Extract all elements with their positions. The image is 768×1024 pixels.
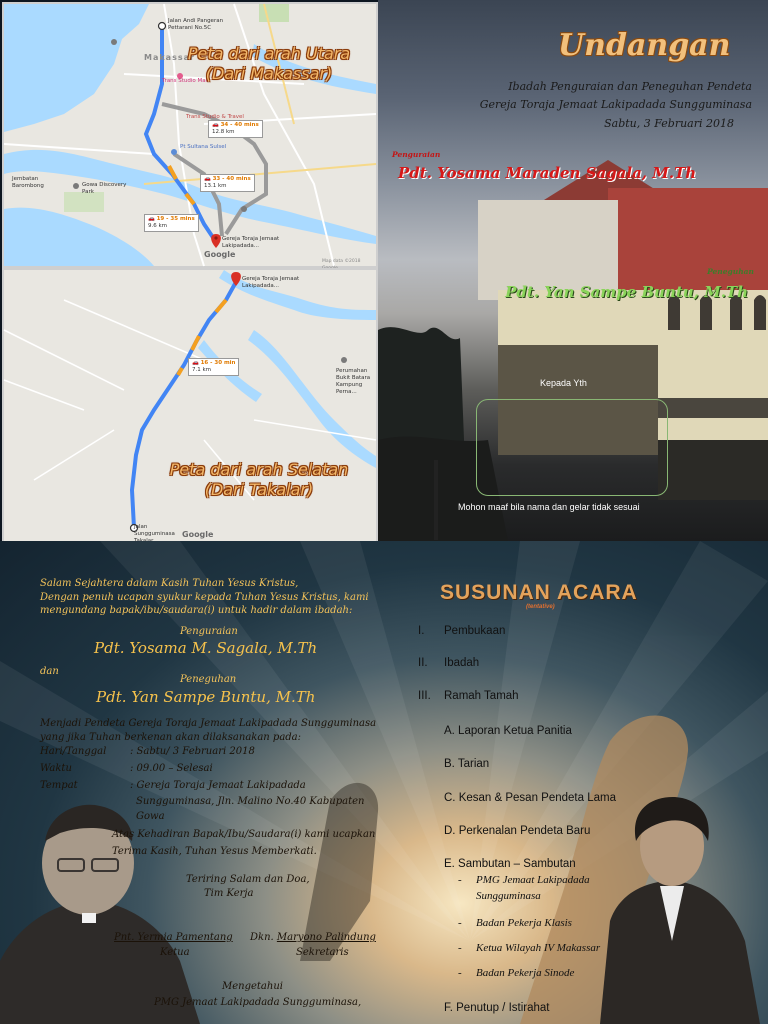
sign2-name-text: Maryono Palindung <box>276 932 376 943</box>
tempat-value-1: : Gereja Toraja Jemaat Lakipadada <box>130 780 306 791</box>
sign1-role: Ketua <box>160 947 190 958</box>
recipient-box[interactable] <box>476 399 668 496</box>
hari-value: : Sabtu/ 3 Februari 2018 <box>130 746 255 757</box>
sambutan-dash: - <box>458 917 462 929</box>
origin-label: Jalan Andi Pangeran Pettarani No.5C <box>168 18 224 31</box>
sign2-role: Sekretaris <box>296 947 349 958</box>
agenda-num: II. <box>418 657 428 669</box>
map-north-title-line1: Peta dari arah Utara <box>187 44 351 63</box>
agenda-item: Ibadah <box>444 657 480 669</box>
waktu-value: : 09.00 – Selesai <box>130 763 213 774</box>
agenda-item: Pembukaan <box>444 625 506 637</box>
bottom-panel <box>0 541 768 1024</box>
tempat-label: Tempat <box>40 780 78 791</box>
sambutan-item: Badan Pekerja Sinode <box>476 967 575 979</box>
place-label: Perumahan Bukit Batara Kampung Perna... <box>336 368 371 395</box>
google-logo: Google <box>182 530 214 539</box>
agenda-num: III. <box>418 690 431 702</box>
sambutan-item: Badan Pekerja Klasis <box>476 917 572 929</box>
invitation-line1: Ibadah Penguraian dan Peneguhan Pendeta <box>508 80 752 93</box>
sambutan-item: Sungguminasa <box>476 890 541 902</box>
peneguh-name: Pdt. Yan Sampe Buntu, M.Th <box>505 283 748 301</box>
apology-note: Mohon maaf bila nama dan gelar tidak sesuai <box>458 502 640 512</box>
kepada-label: Kepada Yth <box>540 378 587 388</box>
destination-label: Gereja Toraja Jemaat Lakipadada... <box>242 276 300 289</box>
waktu-label: Waktu <box>40 763 72 774</box>
agenda-subtitle: (tentative) <box>526 604 555 610</box>
agenda-num: I. <box>418 625 425 637</box>
mengetahui-label: Mengetahui <box>222 981 283 992</box>
greeting-line2: Dengan penuh ucapan syukur kepada Tuhan Yesus Kristus, kami <box>40 592 369 603</box>
sambutan-dash: - <box>458 967 462 979</box>
google-logo: Google <box>204 250 236 259</box>
letter-dan: dan <box>40 666 59 677</box>
sambutan-item: PMG Jemaat Lakipadada <box>476 874 590 886</box>
route-badge[interactable]: 🚗 19 - 35 mins 9.6 km <box>144 214 199 232</box>
agenda-subitem: B. Tarian <box>444 758 490 770</box>
hari-label: Hari/Tanggal <box>40 746 107 757</box>
sign2-prefix: Dkn. <box>250 932 277 943</box>
sign1-name: Pnt. Yermia Pamentang <box>114 932 233 943</box>
agenda-item: Ramah Tamah <box>444 690 519 702</box>
place-label: Trans Studio & Travel <box>186 114 244 120</box>
salam-line2: Tim Kerja <box>204 888 254 899</box>
place-label: Jembatan Barombong <box>12 176 44 189</box>
tempat-value-3: Gowa <box>136 811 165 822</box>
map-south-title <box>164 460 354 500</box>
pengurai-label: Penguraian <box>392 150 441 159</box>
place-label: Pt Sultana Sulsel <box>180 144 227 150</box>
place-label: Gowa Discovery Park <box>82 182 127 195</box>
closing-line1: Atas Kehadiran Bapak/Ibu/Saudara(i) kami ucapkan <box>112 829 376 840</box>
invitation-panel <box>378 0 768 541</box>
map-north-title-line2: (Dari Makassar) <box>205 64 333 83</box>
peneguh-label: Peneguhan <box>707 267 754 276</box>
map-data-label: Map data ©2018 <box>322 259 361 264</box>
sambutan-dash: - <box>458 874 462 886</box>
map-north[interactable] <box>2 2 378 268</box>
origin-label: Jalan Sungguminasa <box>134 524 175 537</box>
agenda-subitem: C. Kesan & Pesan Pendeta Lama <box>444 792 616 804</box>
agenda-subitem: D. Perkenalan Pendeta Baru <box>444 825 591 837</box>
greeting-line3: mengundang bapak/ibu/saudara(i) untuk hadir dalam ibadah: <box>40 605 353 616</box>
route-badge[interactable]: 🚗 16 - 30 min 7.1 km <box>188 358 239 376</box>
map-south-title-line2: (Dari Takalar) <box>204 480 314 499</box>
body-line2: yang jika Tuhan berkenan akan dilaksanakan pada: <box>40 732 302 743</box>
letter-pengurai-label: Penguraian <box>180 626 238 637</box>
route-badge[interactable]: 🚗 34 - 40 mins 12.8 km <box>208 120 263 138</box>
agenda-closing: F. Penutup / Istirahat <box>444 1002 550 1014</box>
letter-peneguh-label: Peneguhan <box>180 674 237 685</box>
city-label: Makassar <box>144 53 195 62</box>
agenda-subitem: E. Sambutan – Sambutan <box>444 858 576 870</box>
map-south-title-line1: Peta dari arah Selatan <box>169 460 349 479</box>
destination-label: Gereja Toraja Jemaat Lakipadada... <box>222 236 280 249</box>
pmg-label: PMG Jemaat Lakipadada Sungguminasa, <box>154 997 362 1008</box>
sambutan-dash: - <box>458 942 462 954</box>
agenda-title: SUSUNAN ACARA <box>440 581 638 604</box>
agenda-subitem: A. Laporan Ketua Panitia <box>444 725 572 737</box>
salam-line1: Teriring Salam dan Doa, <box>186 874 310 885</box>
pengurai-name: Pdt. Yosama Maraden Sagala, M.Th <box>398 164 697 182</box>
tempat-value-2: Sungguminasa, Jln. Malino No.40 Kabupaten <box>136 796 365 807</box>
route-badge[interactable]: 🚗 33 - 40 mins 13.1 km <box>200 174 255 192</box>
invitation-title: Undangan <box>558 28 731 63</box>
letter-pengurai-name: Pdt. Yosama M. Sagala, M.Th <box>94 639 318 657</box>
invitation-line2: Gereja Toraja Jemaat Lakipadada Sungguminasa <box>479 98 752 111</box>
invitation-date: Sabtu, 3 Februari 2018 <box>604 117 734 130</box>
sign2-name <box>250 931 376 944</box>
map-south[interactable] <box>2 268 378 545</box>
closing-line2: Terima Kasih, Tuhan Yesus Memberkati. <box>112 846 317 857</box>
sambutan-item: Ketua Wilayah IV Makassar <box>476 942 601 954</box>
letter-peneguh-name: Pdt. Yan Sampe Buntu, M.Th <box>96 688 316 706</box>
map-south-canvas <box>4 270 376 543</box>
body-line1: Menjadi Pendeta Gereja Toraja Jemaat Lakipadada Sungguminasa <box>40 718 377 729</box>
map-north-title <box>184 44 354 84</box>
greeting-line1: Salam Sejahtera dalam Kasih Tuhan Yesus Kristus, <box>40 578 299 589</box>
place-label: Trans Studio Mall <box>162 78 209 84</box>
